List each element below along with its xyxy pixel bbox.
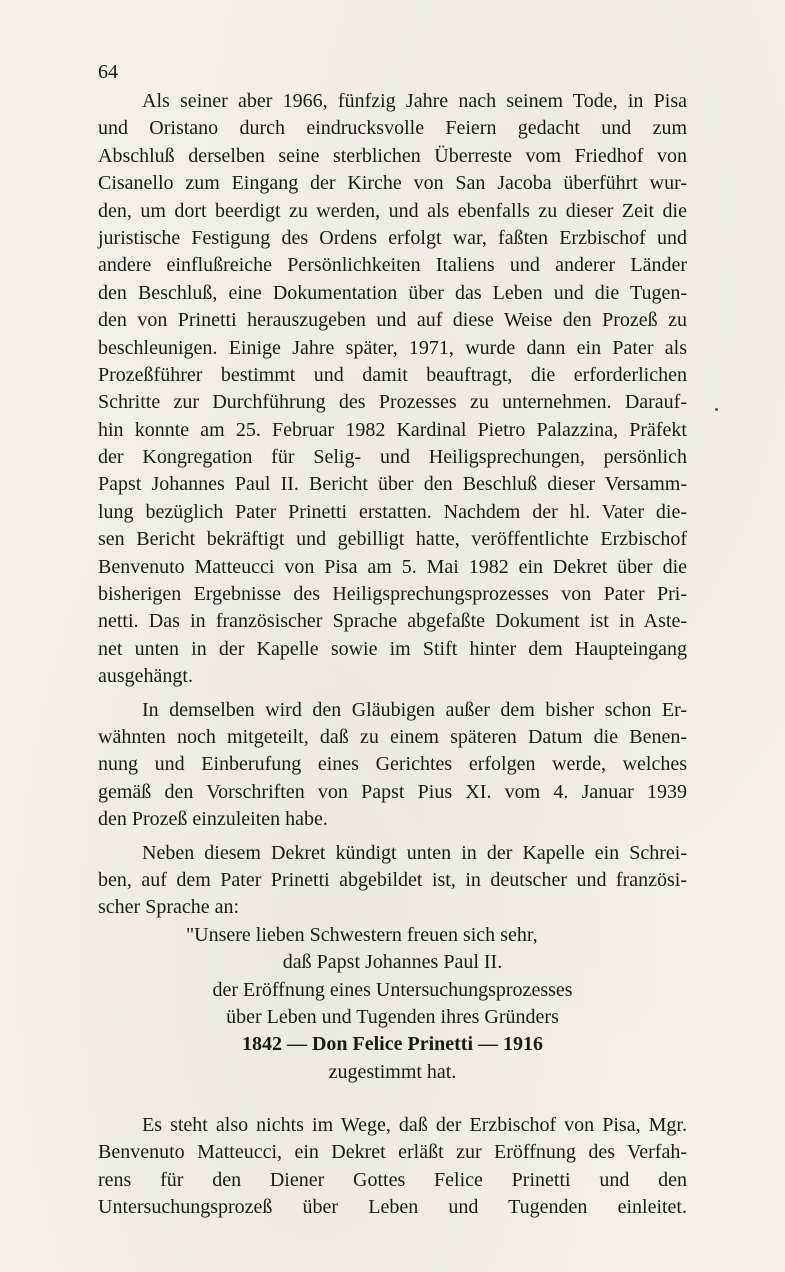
quote-line: über Leben und Tugenden ihres Gründers bbox=[226, 1005, 559, 1028]
text-line: juristische Festigung des Ordens erfolgt war, faßten Erzbischof und bbox=[98, 226, 687, 249]
quote-line: zugestimmt hat. bbox=[328, 1060, 457, 1083]
paragraph-4 bbox=[98, 1112, 687, 1222]
text-line: den, um dort beerdigt zu werden, und als ebenfalls zu dieser Zeit die bbox=[98, 199, 687, 222]
text-line: bisherigen Ergebnisse des Heiligsprechungsprozesses von Pater Pri- bbox=[98, 583, 687, 606]
text-line: Als seiner aber 1966, fünfzig Jahre nach seinem Tode, in Pisa bbox=[142, 90, 687, 112]
text-line: nung und Einberufung eines Gerichtes erfolgen werde, welches bbox=[98, 753, 687, 776]
paragraph-1 bbox=[98, 88, 687, 691]
text-line: netti. Das in französischer Sprache abgefaßte Dokument ist in Aste- bbox=[98, 610, 687, 633]
text-line: gemäß den Vorschriften von Papst Pius XI. vom 4. Januar 1939 bbox=[98, 780, 687, 803]
ink-speck bbox=[715, 408, 718, 411]
text-line: der Kongregation für Selig- und Heiligsprechungen, persönlich bbox=[98, 446, 687, 469]
quote-line: der Eröffnung eines Untersuchungsprozesses bbox=[212, 978, 573, 1001]
text-line: Benvenuto Matteucci von Pisa am 5. Mai 1982 ein Dekret über die bbox=[98, 555, 687, 578]
paragraph-2 bbox=[98, 697, 687, 834]
text-line: In demselben wird den Gläubigen außer dem bisher schon Er- bbox=[142, 698, 687, 721]
paragraph-3 bbox=[98, 840, 687, 922]
text-line: den Prozeß einzuleiten habe. bbox=[98, 808, 328, 831]
quotation bbox=[98, 922, 687, 1086]
text-line: hin konnte am 25. Februar 1982 Kardinal Pietro Palazzina, Präfekt bbox=[98, 418, 687, 441]
text-line: Cisanello zum Eingang der Kirche von San Jacoba überführt wur- bbox=[98, 172, 687, 195]
text-line: net unten in der Kapelle sowie im Stift hinter dem Haupteingang bbox=[98, 637, 687, 660]
text-line: Abschluß derselben seine sterblichen Überreste vom Friedhof von bbox=[98, 144, 687, 167]
text-line: Schritte zur Durchführung des Prozesses zu unternehmen. Darauf- bbox=[98, 391, 687, 414]
page-text bbox=[98, 56, 687, 1222]
text-line: lung bezüglich Pater Prinetti erstatten. Nachdem der hl. Vater die- bbox=[98, 500, 687, 523]
text-line: wähnten noch mitgeteilt, daß zu einem späteren Datum die Benen- bbox=[98, 725, 687, 748]
text-line: den Beschluß, eine Dokumentation über das Leben und die Tugen- bbox=[98, 281, 687, 304]
text-line: und Oristano durch eindrucksvolle Feiern gedacht und zum bbox=[98, 117, 687, 140]
text-line: Es steht also nichts im Wege, daß der Erzbischof von Pisa, Mgr. bbox=[142, 1114, 687, 1137]
text-line: Papst Johannes Paul II. Bericht über den Beschluß dieser Versamm- bbox=[98, 473, 687, 496]
text-line: ben, auf dem Pater Prinetti abgebildet ist, in deutscher und französi- bbox=[98, 868, 687, 891]
text-line: Untersuchungsprozeß über Leben und Tugenden einleitet. bbox=[98, 1196, 687, 1219]
text-line: beschleunigen. Einige Jahre später, 1971, wurde dann ein Pater als bbox=[98, 336, 687, 359]
quote-dates-line: 1842 — Don Felice Prinetti — 1916 bbox=[241, 1033, 544, 1056]
quote-line: daß Papst Johannes Paul II. bbox=[282, 951, 503, 974]
page-number: 64 bbox=[98, 61, 118, 83]
text-line: sen Bericht bekräftigt und gebilligt hatte, veröffentlichte Erzbischof bbox=[98, 528, 687, 551]
text-line: rens für den Diener Gottes Felice Prinetti und den bbox=[98, 1168, 687, 1191]
text-line: scher Sprache an: bbox=[98, 896, 240, 919]
text-line: ausgehängt. bbox=[98, 665, 193, 688]
text-line: Benvenuto Matteucci, ein Dekret erläßt zur Eröffnung des Verfah- bbox=[98, 1141, 687, 1164]
text-line: andere einflußreiche Persönlichkeiten Italiens und anderer Länder bbox=[98, 254, 687, 277]
text-line: den von Prinetti herauszugeben und auf diese Weise den Prozeß zu bbox=[98, 309, 687, 332]
text-line: Prozeßführer bestimmt und damit beauftragt, die erforderlichen bbox=[98, 363, 687, 386]
text-line: Neben diesem Dekret kündigt unten in der Kapelle ein Schrei- bbox=[142, 841, 687, 864]
quote-line: "Unsere lieben Schwestern freuen sich sehr, bbox=[186, 923, 538, 946]
